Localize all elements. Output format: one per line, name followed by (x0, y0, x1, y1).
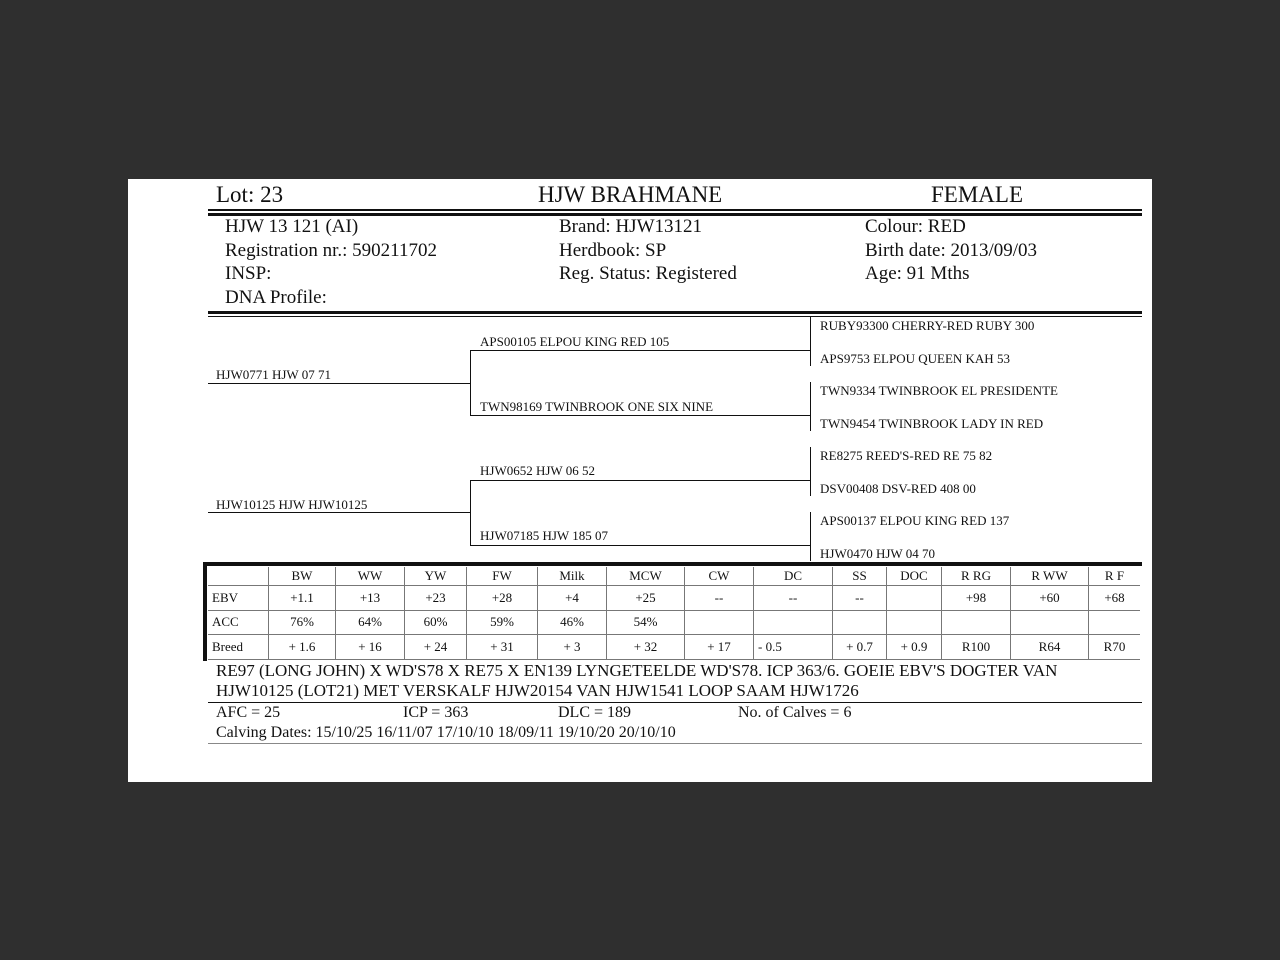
lot-number: Lot: 23 (216, 182, 284, 207)
calving-dates: Calving Dates: 15/10/25 16/11/07 17/10/10 18/09/11 19/10/20 20/10/10 (216, 724, 676, 741)
ebv-cell: EBV (208, 586, 269, 611)
ebv-cell: + 31 (467, 635, 538, 660)
ebv-cell: +68 (1089, 586, 1141, 611)
animal-id: HJW 13 121 (AI) (225, 216, 359, 237)
ebv-row-ebv (208, 586, 1140, 611)
ebv-header-cell: BW (269, 567, 336, 586)
ebv-cell: + 0.7 (833, 635, 887, 660)
dna-profile: DNA Profile: (225, 286, 327, 308)
birth-date: Birth date: 2013/09/03 (865, 239, 1038, 261)
ebv-cell: + 24 (405, 635, 467, 660)
pedigree-g3-3: TWN9334 TWINBROOK EL PRESIDENTE (820, 383, 1058, 398)
ebv-cell (1089, 610, 1141, 635)
colour: Colour: RED (865, 216, 966, 237)
g3-bracket-3 (810, 447, 811, 496)
pedigree-dam-sire: HJW0652 HJW 06 52 (480, 463, 595, 478)
afc: AFC = 25 (216, 704, 281, 721)
ebv-cell (887, 586, 942, 611)
info-rule-1 (208, 311, 1142, 314)
ebv-header-cell (208, 567, 269, 586)
ebv-cell: +13 (336, 586, 405, 611)
dlc: DLC = 189 (558, 704, 632, 721)
ebv-left-rule (203, 562, 207, 661)
ebv-cell: 46% (538, 610, 607, 635)
ebv-cell: + 1.6 (269, 635, 336, 660)
pedigree-g3-2: APS9753 ELPOU QUEEN KAH 53 (820, 351, 1010, 366)
ebv-cell: +23 (405, 586, 467, 611)
ebv-cell: + 16 (336, 635, 405, 660)
pedigree-sire-sire: APS00105 ELPOU KING RED 105 (480, 334, 670, 349)
ebv-cell: -- (685, 586, 754, 611)
g3-bracket-4 (810, 512, 811, 561)
herdbook: Herdbook: SP (559, 239, 667, 261)
pedigree-dam-dam: HJW07185 HJW 185 07 (480, 528, 608, 543)
ebv-cell: ACC (208, 610, 269, 635)
comment-line-2: HJW10125 (LOT21) MET VERSKALF HJW20154 VAN HJW1541 LOOP SAAM HJW1726 (216, 681, 859, 700)
ebv-cell: + 17 (685, 635, 754, 660)
ebv-row-acc (208, 610, 1140, 635)
pedigree-g3-7: APS00137 ELPOU KING RED 137 (820, 513, 1010, 528)
dam-dam-line (470, 545, 810, 546)
sex-label: FEMALE (931, 182, 1023, 207)
comment-rule (208, 702, 1142, 703)
ebv-cell (1011, 610, 1089, 635)
ebv-cell: 54% (607, 610, 685, 635)
dam-line (208, 512, 470, 513)
lot-card (128, 179, 1152, 782)
ebv-header-cell: YW (405, 567, 467, 586)
dam-bracket (470, 480, 471, 545)
sire-sire-line (470, 350, 810, 351)
pedigree-g3-4: TWN9454 TWINBROOK LADY IN RED (820, 416, 1044, 431)
ebv-cell: R100 (942, 635, 1011, 660)
ebv-cell: + 0.9 (887, 635, 942, 660)
ebv-header-cell: MCW (607, 567, 685, 586)
reg-status: Reg. Status: Registered (559, 263, 737, 284)
ebv-cell: +4 (538, 586, 607, 611)
ebv-cell: +1.1 (269, 586, 336, 611)
ebv-header-row (208, 567, 1140, 586)
registration-nr: Registration nr.: 590211702 (225, 239, 437, 261)
ebv-cell: -- (754, 586, 833, 611)
ebv-cell: 59% (467, 610, 538, 635)
icp: ICP = 363 (403, 704, 469, 721)
pedigree-sire-dam: TWN98169 TWINBROOK ONE SIX NINE (480, 399, 714, 414)
ebv-header-cell: DC (754, 567, 833, 586)
pedigree-dam: HJW10125 HJW HJW10125 (216, 497, 368, 512)
ebv-cell (942, 610, 1011, 635)
ebv-top-rule (203, 562, 1142, 566)
insp: INSP: (225, 263, 272, 284)
pedigree-g3-8: HJW0470 HJW 04 70 (820, 546, 935, 561)
info-col-2 (559, 215, 737, 286)
header-rule-1 (208, 209, 1142, 211)
pedigree-sire: HJW0771 HJW 07 71 (216, 367, 331, 382)
ebv-cell: R64 (1011, 635, 1089, 660)
ebv-header-cell: R F (1089, 567, 1141, 586)
ebv-cell: Breed (208, 635, 269, 660)
info-rule-2 (208, 316, 1142, 317)
sire-bracket (470, 350, 471, 416)
ebv-cell: -- (833, 586, 887, 611)
ebv-cell (685, 610, 754, 635)
ebv-header-cell: Milk (538, 567, 607, 586)
ebv-header-cell: SS (833, 567, 887, 586)
ebv-cell: R70 (1089, 635, 1141, 660)
dam-sire-line (470, 480, 810, 481)
ebv-cell: + 32 (607, 635, 685, 660)
ebv-header-cell: WW (336, 567, 405, 586)
sire-dam-line (470, 415, 810, 416)
breeder-name: HJW BRAHMANE (538, 182, 723, 207)
no-of-calves: No. of Calves = 6 (738, 704, 852, 721)
ebv-cell: - 0.5 (754, 635, 833, 660)
ebv-cell: +60 (1011, 586, 1089, 611)
g3-bracket-2 (810, 382, 811, 431)
ebv-header-cell: FW (467, 567, 538, 586)
pedigree-g3-6: DSV00408 DSV-RED 408 00 (820, 481, 976, 496)
ebv-header-cell: R WW (1011, 567, 1089, 586)
pedigree-g3-5: RE8275 REED'S-RED RE 75 82 (820, 448, 993, 463)
comment-text (216, 661, 1057, 701)
ebv-cell: +28 (467, 586, 538, 611)
ebv-cell: 64% (336, 610, 405, 635)
g3-bracket-1 (810, 317, 811, 366)
ebv-header-cell: CW (685, 567, 754, 586)
pedigree-g3-1: RUBY93300 CHERRY-RED RUBY 300 (820, 318, 1035, 333)
ebv-cell (833, 610, 887, 635)
brand: Brand: HJW13121 (559, 216, 703, 237)
info-col-1 (225, 215, 437, 309)
comment-line-1: RE97 (LONG JOHN) X WD'S78 X RE75 X EN139 LYNGETEELDE WD'S78. ICP 363/6. GOEIE EBV'S DOGTER VAN (216, 661, 1058, 680)
sire-line (208, 383, 470, 384)
ebv-cell (754, 610, 833, 635)
ebv-cell: +98 (942, 586, 1011, 611)
ebv-cell: 76% (269, 610, 336, 635)
ebv-cell: 60% (405, 610, 467, 635)
info-col-3 (865, 215, 1037, 286)
age: Age: 91 Mths (865, 263, 970, 284)
ebv-cell: + 3 (538, 635, 607, 660)
footer-rule (208, 743, 1142, 744)
ebv-table (208, 567, 1140, 660)
ebv-cell (887, 610, 942, 635)
ebv-row-breed (208, 635, 1140, 660)
ebv-header-cell: R RG (942, 567, 1011, 586)
ebv-cell: +25 (607, 586, 685, 611)
ebv-header-cell: DOC (887, 567, 942, 586)
